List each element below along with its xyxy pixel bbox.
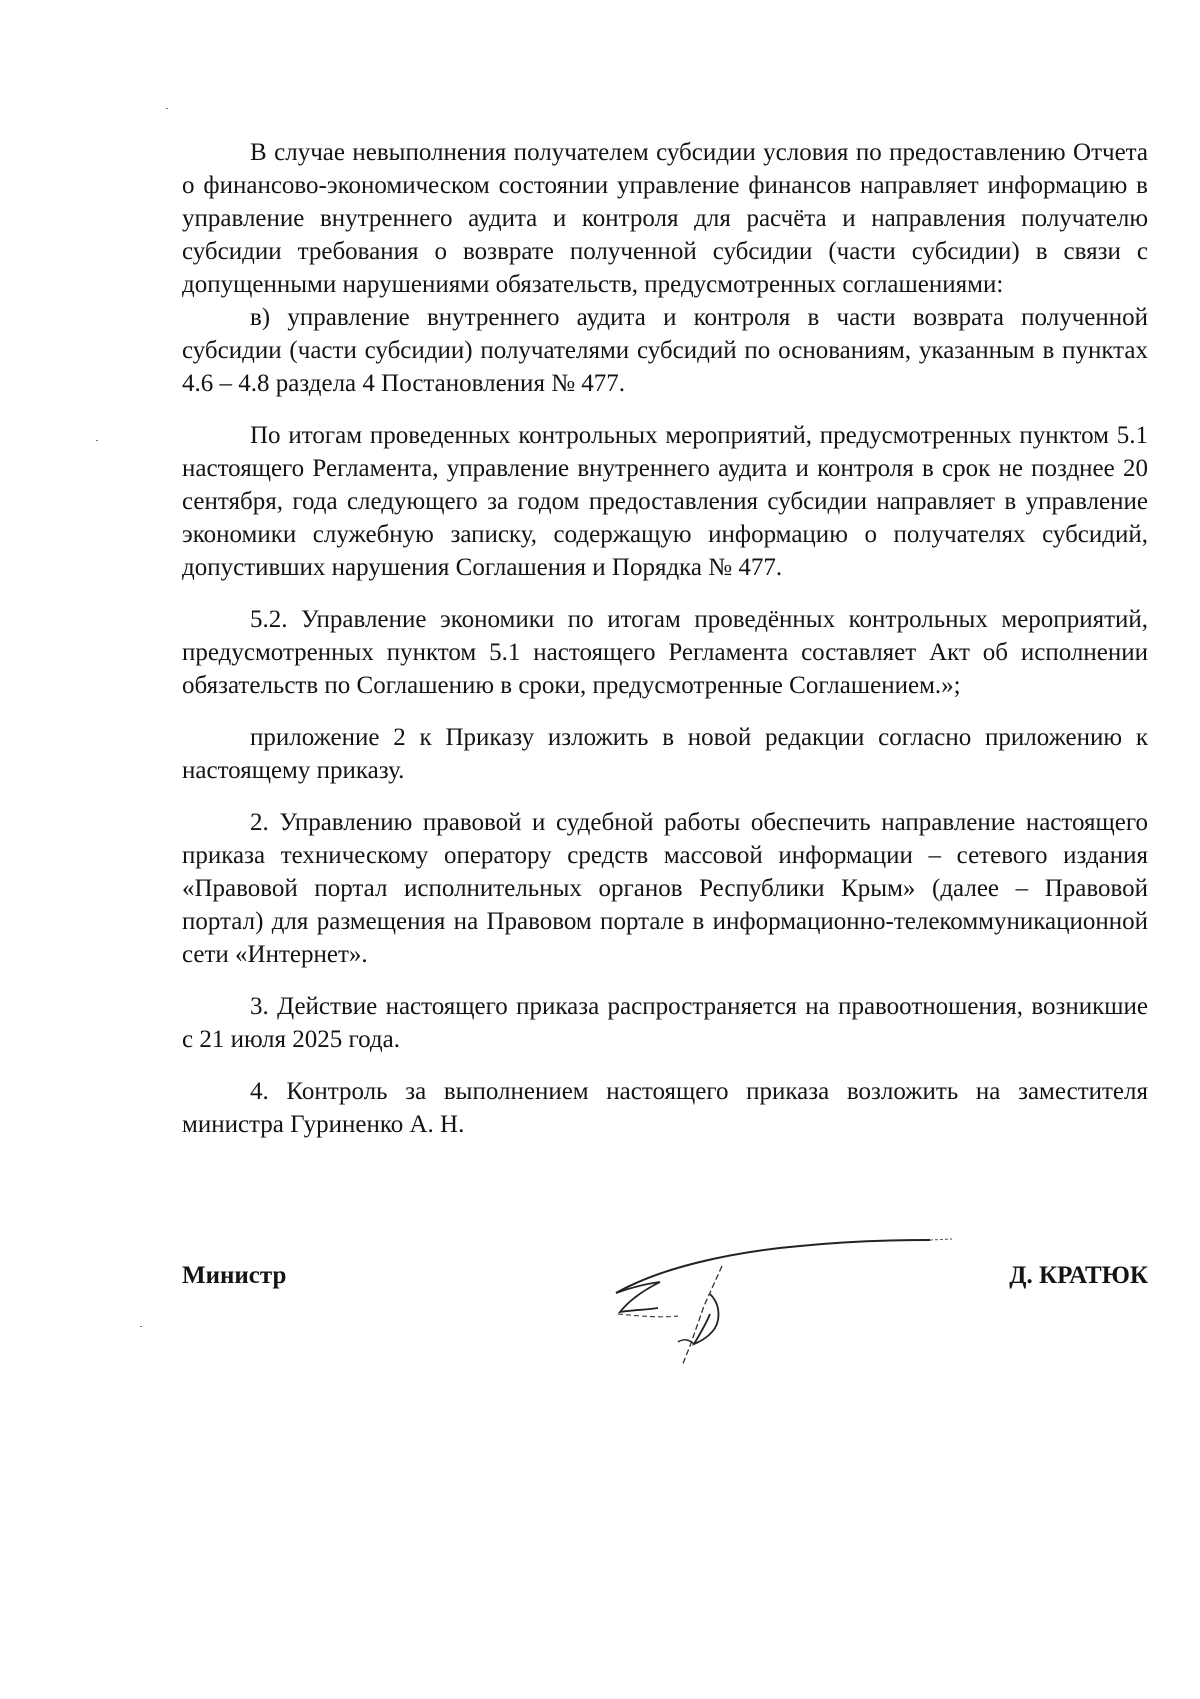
document-body [182,136,1148,1141]
paragraph-5-2: 5.2. Управление экономики по итогам проведённых контрольных мероприятий, предусмотренных пунктом 5.1 настоящего Регламента составляет Акт об исполнении обязательств по Соглашению в сроки, предусмотренные Соглашением.»; [182,606,1148,699]
signatory-title: Министр [182,1262,287,1289]
scan-speck [96,440,98,441]
paragraph-item-v: в) управление внутреннего аудита и контроля в части возврата полученной субсидии (части субсидии) получателями субсидий по основаниям, указанным в пунктах 4.6 – 4.8 раздела 4 Постановления № 477. [182,304,1148,397]
scan-speck [140,1326,142,1327]
paragraph-point-3: 3. Действие настоящего приказа распространяется на правоотношения, возникшие с 21 июля 2025 года. [182,993,1148,1053]
handwritten-signature [600,1238,960,1388]
signatory-name: Д. КРАТЮК [1009,1262,1148,1289]
paragraph-point-4: 4. Контроль за выполнением настоящего приказа возложить на заместителя министра Гуриненко А. Н. [182,1078,1148,1138]
paragraph-refund-notice: В случае невыполнения получателем субсидии условия по предоставлению Отчета о финансово-экономическом состоянии управление финансов направляет информацию в управление внутреннего аудита и контроля для расчёта и направления получателю субсидии требования о возврате полученной субсидии (части субсидии) в связи с допущенными нарушениями обязательств, предусмотренных соглашениями: [182,139,1148,298]
paragraph-control-results: По итогам проведенных контрольных мероприятий, предусмотренных пунктом 5.1 настоящего Регламента, управление внутреннего аудита и контроля в срок не позднее 20 сентября, года следующего за годом предоставления субсидии направляет в управление экономики служебную записку, содержащую информацию о получателях субсидий, допустивших нарушения Соглашения и Порядка № 477. [182,422,1148,581]
paragraph-appendix-2: приложение 2 к Приказу изложить в новой редакции согласно приложению к настоящему приказу. [182,724,1148,784]
scan-speck [166,108,168,109]
paragraph-point-2: 2. Управлению правовой и судебной работы обеспечить направление настоящего приказа техническому оператору средств массовой информации – сетевого издания «Правовой портал исполнительных органов Республики Крым» (далее – Правовой портал) для размещения на Правовом портале в информационно-телекоммуникационной сети «Интернет». [182,809,1148,968]
